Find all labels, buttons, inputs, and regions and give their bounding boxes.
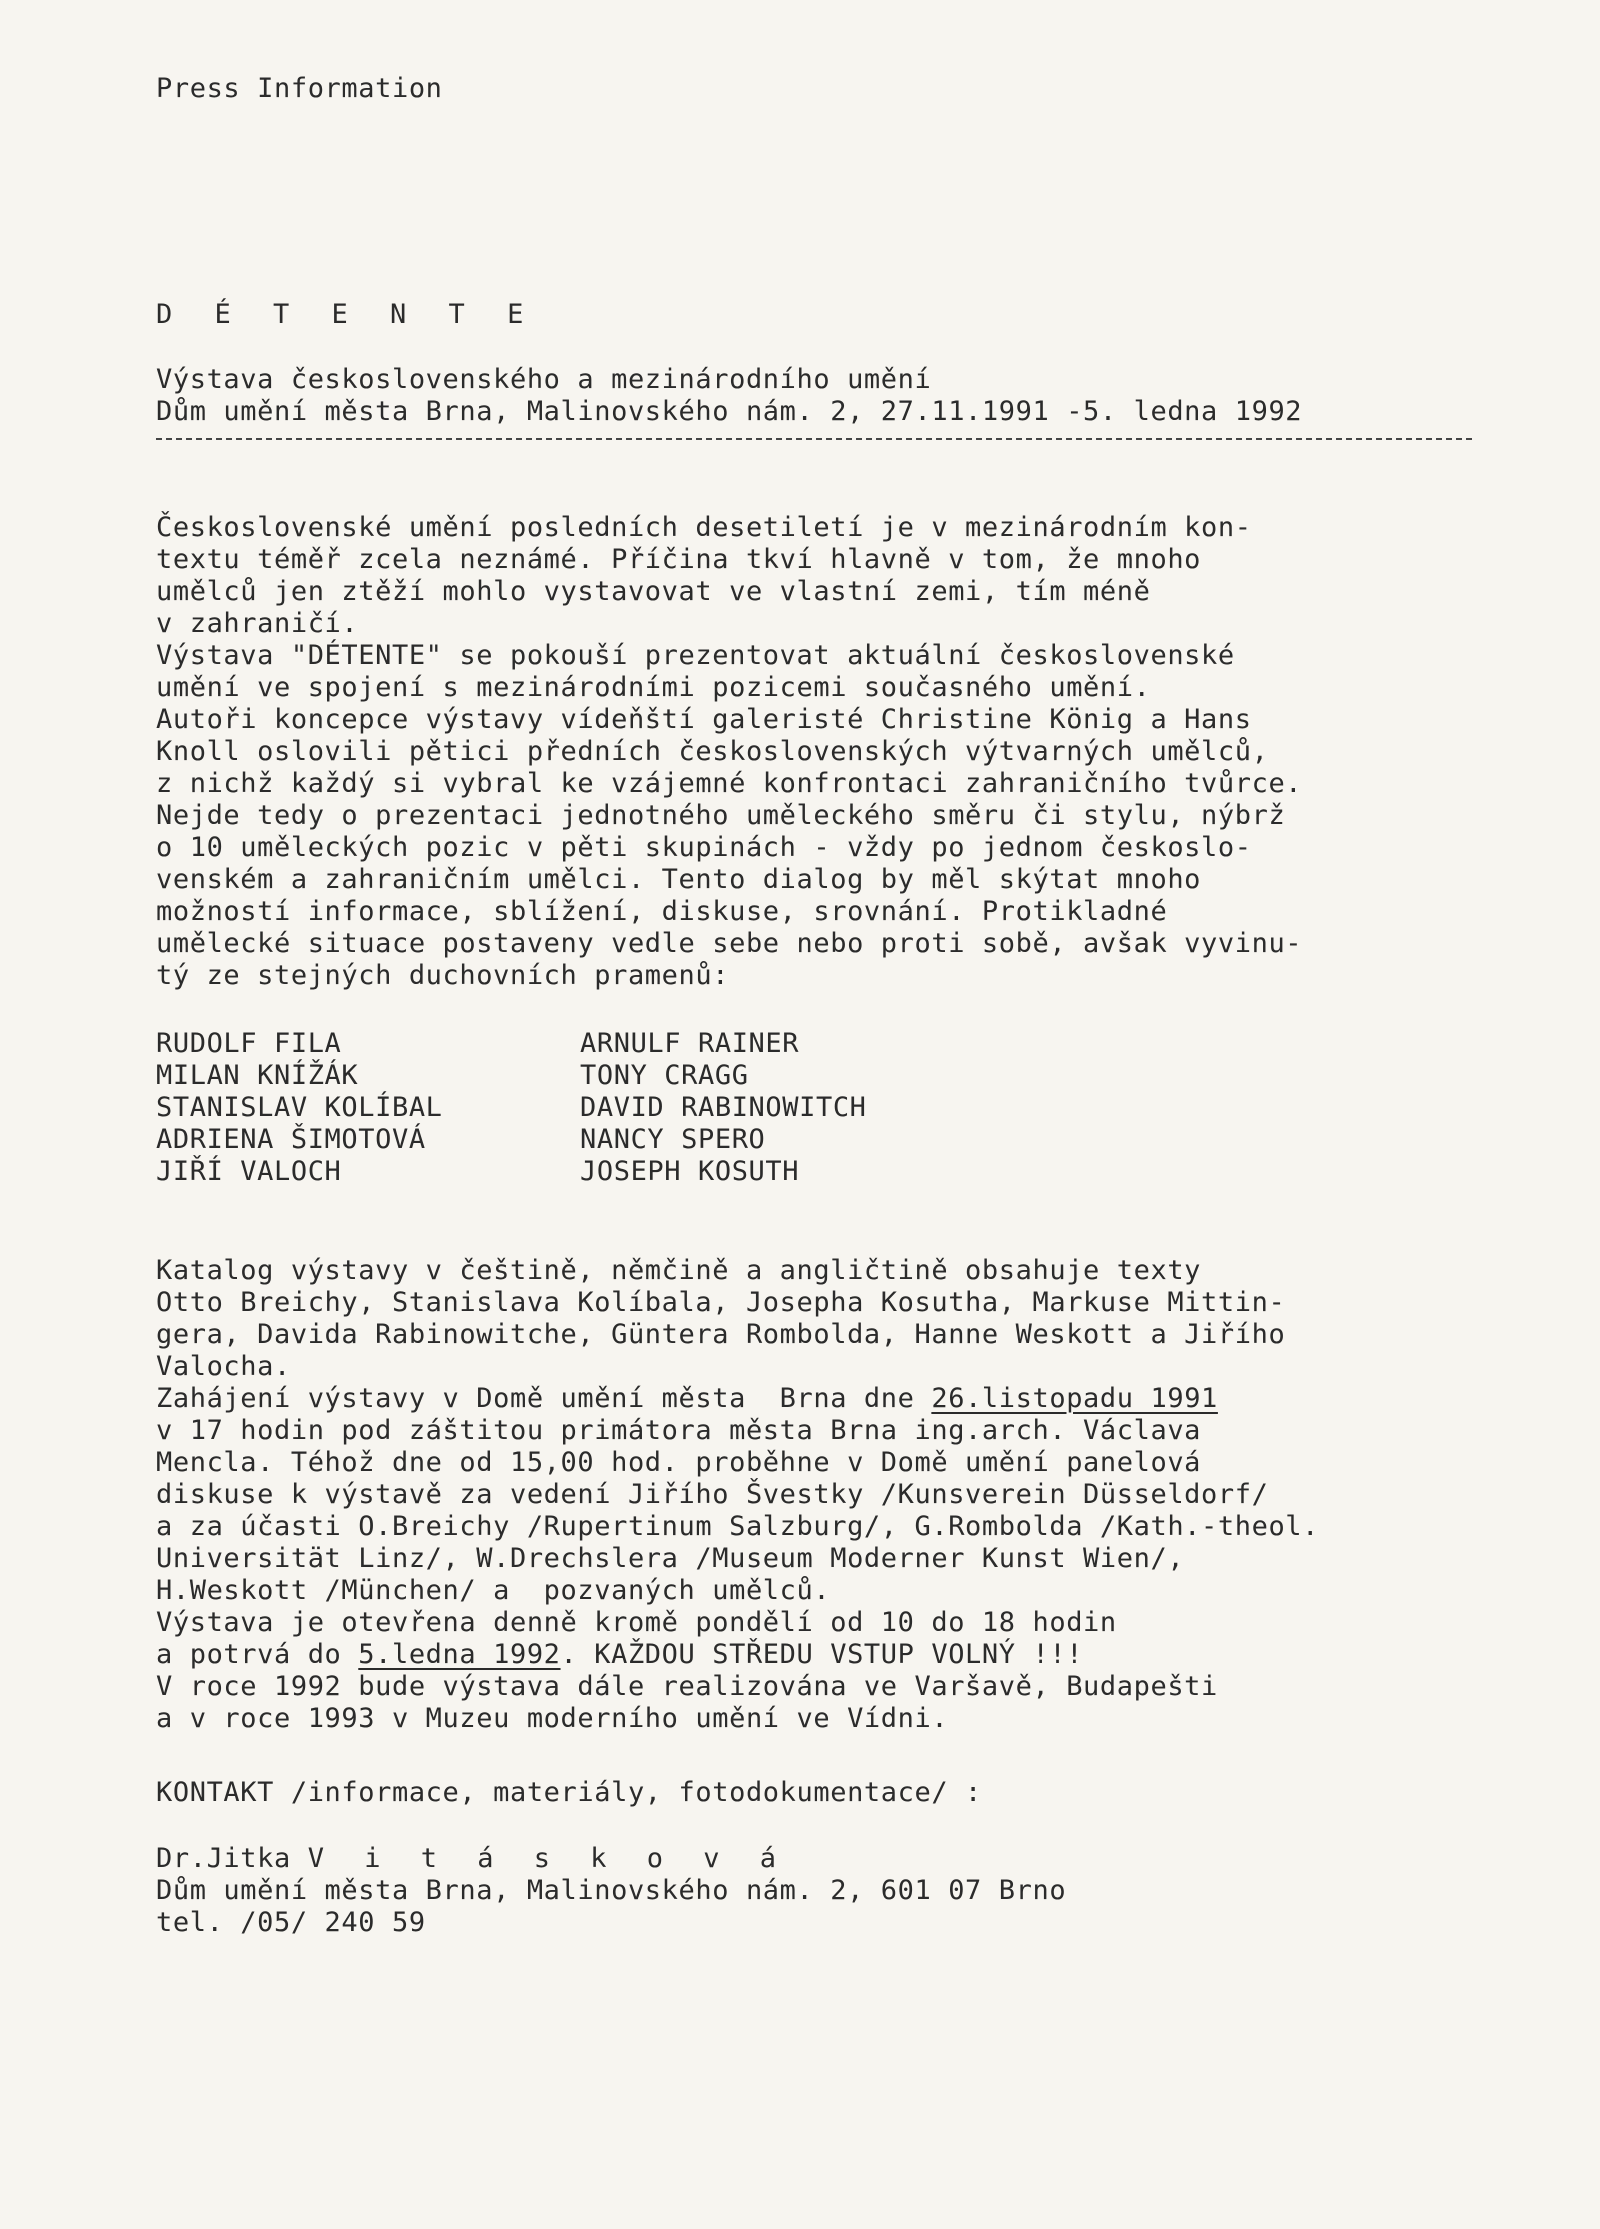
intro-line: tý ze stejných duchovních pramenů: xyxy=(156,960,730,991)
intro-line: o 10 uměleckých pozic v pěti skupinách - vždy po jednom českoslo- xyxy=(156,832,1252,863)
contact-name xyxy=(156,1843,788,1875)
intro-line: Knoll oslovili pětici předních československých výtvarných umělců, xyxy=(156,736,1269,767)
intro-line: Autoři koncepce výstavy vídeňští galeristé Christine König a Hans xyxy=(156,704,1252,735)
opening-text: Zahájení výstavy v Domě umění města Brna dne xyxy=(156,1383,932,1414)
press-information-label: Press Information xyxy=(156,73,443,104)
opening-date: 26.listopadu 1991 xyxy=(931,1383,1218,1414)
closing-line xyxy=(156,1639,1083,1671)
international-artist: ARNULF RAINER xyxy=(580,1028,800,1059)
catalog-line: Universität Linz/, W.Drechslera /Museum Moderner Kunst Wien/, xyxy=(156,1543,1185,1574)
opening-line xyxy=(156,1383,1218,1415)
intro-line: z nichž každý si vybral ke vzájemné konfrontaci zahraničního tvůrce. xyxy=(156,768,1303,799)
intro-line: umělecké situace postaveny vedle sebe nebo proti sobě, avšak vyvinu- xyxy=(156,928,1303,959)
exhibition-subtitle: Výstava československého a mezinárodního umění xyxy=(156,364,932,395)
czech-artist: JIŘÍ VALOCH xyxy=(156,1156,342,1187)
international-artist: NANCY SPERO xyxy=(580,1124,766,1155)
intro-line: venském a zahraničním umělci. Tento dialog by měl skýtat mnoho xyxy=(156,864,1202,895)
contact-name-prefix: Dr.Jitka xyxy=(156,1843,308,1874)
closing-text: a potrvá do xyxy=(156,1639,359,1670)
catalog-line: Katalog výstavy v češtině, němčině a angličtině obsahuje texty xyxy=(156,1255,1202,1286)
catalog-line: Mencla. Téhož dne od 15,00 hod. proběhne v Domě umění panelová xyxy=(156,1447,1202,1478)
dashed-divider xyxy=(156,438,1472,440)
catalog-line: Výstava je otevřena denně kromě pondělí od 10 do 18 hodin xyxy=(156,1607,1117,1638)
exhibition-title: D É T E N T E xyxy=(156,299,537,330)
international-artist: TONY CRAGG xyxy=(580,1060,749,1091)
intro-line: v zahraničí. xyxy=(156,608,359,639)
czech-artist: STANISLAV KOLÍBAL xyxy=(156,1092,443,1123)
intro-line: Výstava "DÉTENTE" se pokouší prezentovat aktuální československé xyxy=(156,640,1235,671)
intro-line: umění ve spojení s mezinárodními pozicemi současného umění. xyxy=(156,672,1151,703)
intro-line: Nejde tedy o prezentaci jednotného uměleckého směru či stylu, nýbrž xyxy=(156,800,1286,831)
catalog-line: a v roce 1993 v Muzeu moderního umění ve Vídni. xyxy=(156,1703,949,1734)
intro-line: textu téměř zcela neznámé. Příčina tkví hlavně v tom, že mnoho xyxy=(156,544,1202,575)
venue-dates: Dům umění města Brna, Malinovského nám. 2, 27.11.1991 -5. ledna 1992 xyxy=(156,396,1303,427)
intro-line: umělců jen ztěží mohlo vystavovat ve vlastní zemi, tím méně xyxy=(156,576,1151,607)
free-entry-note: . KAŽDOU STŘEDU VSTUP VOLNÝ !!! xyxy=(560,1639,1084,1670)
catalog-line: a za účasti O.Breichy /Rupertinum Salzburg/, G.Rombolda /Kath.-theol. xyxy=(156,1511,1320,1542)
czech-artist: MILAN KNÍŽÁK xyxy=(156,1060,359,1091)
catalog-line: Valocha. xyxy=(156,1351,291,1382)
contact-surname: V i t á s k o v á xyxy=(307,1843,789,1874)
catalog-line: diskuse k výstavě za vedení Jiřího Švestky /Kunsverein Düsseldorf/ xyxy=(156,1479,1269,1510)
catalog-line: Otto Breichy, Stanislava Kolíbala, Josepha Kosutha, Markuse Mittin- xyxy=(156,1287,1286,1318)
contact-address: Dům umění města Brna, Malinovského nám. 2, 601 07 Brno xyxy=(156,1875,1067,1906)
contact-heading: KONTAKT /informace, materiály, fotodokumentace/ : xyxy=(156,1777,982,1808)
czech-artist: RUDOLF FILA xyxy=(156,1028,342,1059)
intro-line: Československé umění posledních desetiletí je v mezinárodním kon- xyxy=(156,512,1252,543)
catalog-line: V roce 1992 bude výstava dále realizována ve Varšavě, Budapešti xyxy=(156,1671,1218,1702)
catalog-line: H.Weskott /München/ a pozvaných umělců. xyxy=(156,1575,831,1606)
catalog-line: gera, Davida Rabinowitche, Güntera Rombolda, Hanne Weskott a Jiřího xyxy=(156,1319,1286,1350)
intro-line: možností informace, sblížení, diskuse, srovnání. Protikladné xyxy=(156,896,1168,927)
international-artist: DAVID RABINOWITCH xyxy=(580,1092,867,1123)
czech-artist: ADRIENA ŠIMOTOVÁ xyxy=(156,1124,426,1155)
contact-phone: tel. /05/ 240 59 xyxy=(156,1907,426,1938)
catalog-line: v 17 hodin pod záštitou primátora města Brna ing.arch. Václava xyxy=(156,1415,1202,1446)
international-artist: JOSEPH KOSUTH xyxy=(580,1156,800,1187)
closing-date: 5.ledna 1992 xyxy=(358,1639,561,1670)
